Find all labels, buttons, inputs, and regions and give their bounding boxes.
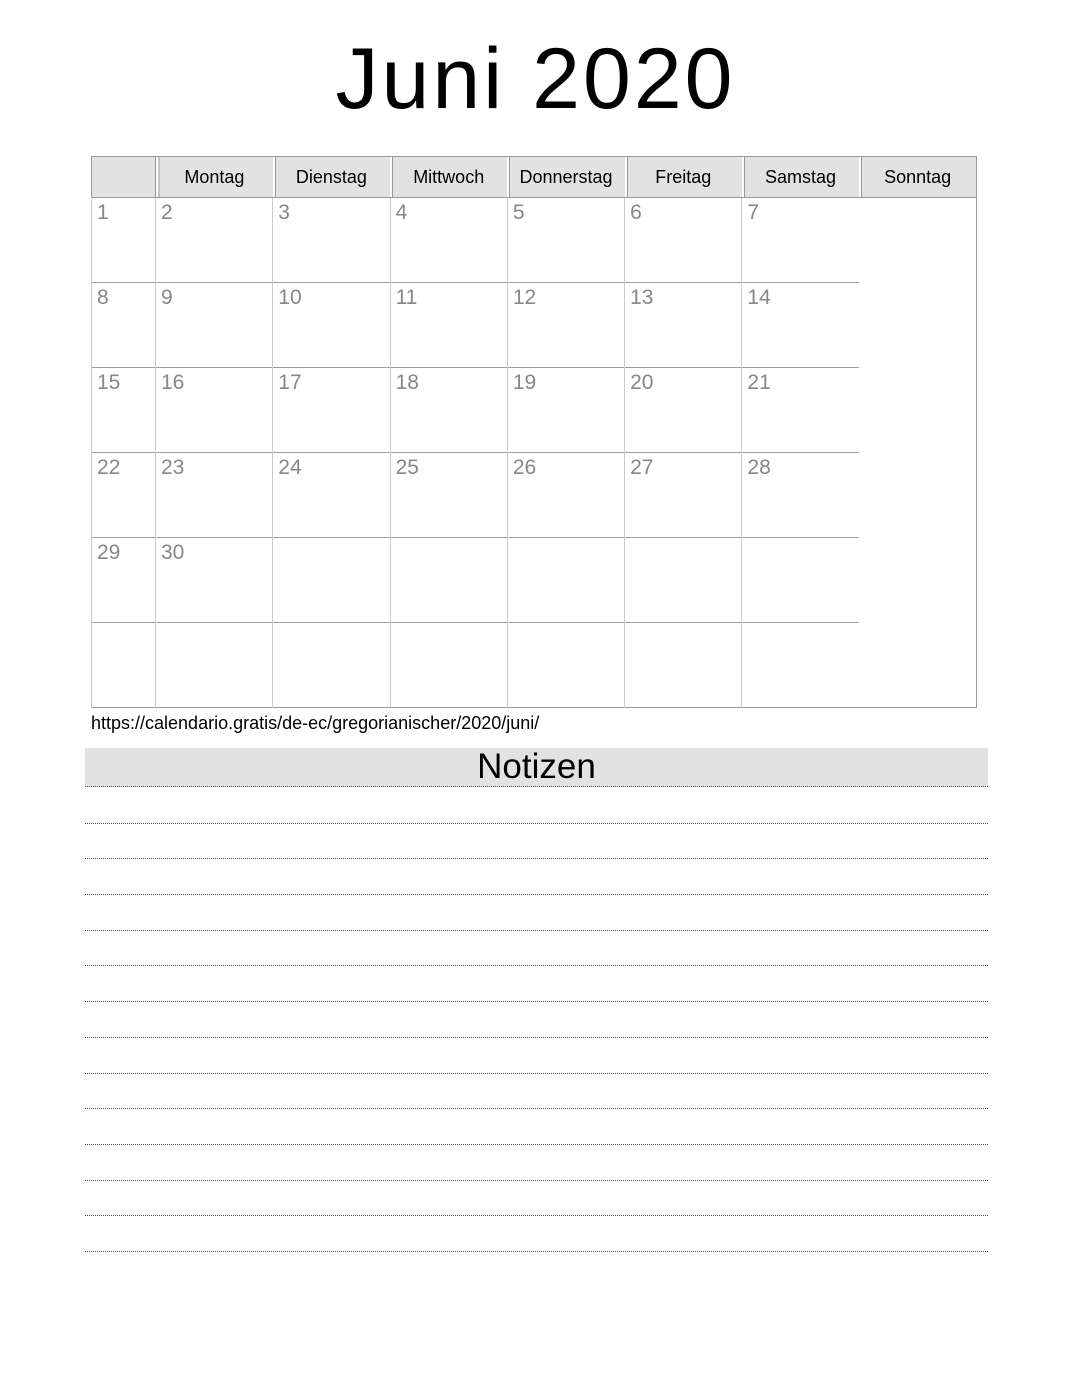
- day-number: [625, 538, 741, 541]
- day-number: 5: [512, 201, 525, 224]
- day-number: 2: [161, 201, 173, 224]
- note-line: [85, 1109, 988, 1145]
- day-number: [273, 538, 389, 541]
- calendar-day-cell: [390, 623, 507, 708]
- note-line: [85, 966, 988, 1002]
- calendar-day-cell: [742, 198, 859, 283]
- calendar-week-row: [92, 623, 977, 708]
- day-number: 20: [630, 371, 654, 394]
- day-number: 28: [747, 456, 771, 479]
- calendar-day-cell: [507, 368, 624, 453]
- day-number: 7: [747, 201, 760, 224]
- day-number: 17: [278, 371, 302, 394]
- calendar-day-cell: [742, 453, 859, 538]
- calendar-body: [92, 198, 977, 708]
- calendar-day-cell: [390, 283, 507, 368]
- source-url: https://calendario.gratis/de-ec/gregorianischer/2020/juni/: [91, 713, 540, 733]
- calendar-day-cell: [273, 198, 390, 283]
- note-line: [85, 1145, 988, 1181]
- day-number: 26: [512, 456, 537, 479]
- calendar-day-cell: [156, 198, 273, 283]
- day-number: [156, 623, 272, 626]
- calendar-day-cell: [273, 538, 390, 623]
- weekday-header-samstag: Samstag: [742, 157, 859, 198]
- calendar-day-cell: [742, 623, 859, 708]
- calendar-day-cell: [507, 538, 624, 623]
- calendar-day-cell: [742, 283, 859, 368]
- day-number: 3: [278, 201, 290, 224]
- calendar-day-cell: [273, 623, 390, 708]
- note-line: [85, 824, 988, 860]
- day-number: [92, 623, 155, 626]
- notes-lines: [85, 788, 988, 1252]
- calendar-day-cell: [390, 453, 507, 538]
- weekday-header-donnerstag: Donnerstag: [507, 157, 624, 198]
- calendar-week-row: [92, 368, 977, 453]
- calendar-day-cell: [156, 453, 273, 538]
- day-number: 19: [512, 371, 537, 394]
- weekday-header-montag: Montag: [156, 157, 273, 198]
- calendar-day-cell: [625, 198, 742, 283]
- day-number: 13: [630, 286, 654, 309]
- day-number: [391, 538, 507, 541]
- weekday-header-sonntag: Sonntag: [859, 157, 976, 198]
- day-number: 29: [97, 541, 121, 564]
- day-number: 14: [747, 286, 771, 309]
- day-number: 25: [395, 456, 419, 479]
- calendar-day-cell: [92, 453, 156, 538]
- day-number: [273, 623, 389, 626]
- calendar-day-cell: [273, 453, 390, 538]
- day-number: 18: [395, 371, 419, 394]
- calendar-day-cell: [92, 283, 156, 368]
- notes-title: Notizen: [477, 747, 596, 786]
- day-number: 10: [278, 286, 302, 309]
- calendar-day-cell: [92, 538, 156, 623]
- notes-header-bar: [85, 748, 988, 787]
- day-number: 23: [161, 456, 185, 479]
- note-line: [85, 1074, 988, 1110]
- note-line: [85, 859, 988, 895]
- day-number: 24: [278, 456, 302, 479]
- calendar-day-cell: [390, 538, 507, 623]
- calendar-week-row: [92, 198, 977, 283]
- calendar-day-cell: [625, 283, 742, 368]
- day-number: 21: [747, 371, 771, 394]
- day-number: [625, 623, 741, 626]
- calendar-day-cell: [156, 368, 273, 453]
- calendar-day-cell: [742, 368, 859, 453]
- day-number: [742, 623, 859, 626]
- calendar-day-cell: [156, 538, 273, 623]
- calendar-day-cell: [625, 368, 742, 453]
- day-number: 9: [161, 286, 173, 309]
- day-number: 22: [97, 456, 121, 479]
- day-number: 15: [97, 371, 121, 394]
- note-line: [85, 1038, 988, 1074]
- calendar-day-cell: [92, 623, 156, 708]
- weekday-header-freitag: Freitag: [625, 157, 742, 198]
- note-line: [85, 895, 988, 931]
- calendar-week-row: [92, 453, 977, 538]
- calendar-day-cell: [390, 368, 507, 453]
- note-line: [85, 931, 988, 967]
- day-number: 16: [161, 371, 185, 394]
- calendar-day-cell: [625, 538, 742, 623]
- calendar-day-cell: [507, 623, 624, 708]
- page-title: Juni 2020: [335, 31, 736, 127]
- calendar-day-cell: [625, 453, 742, 538]
- day-number: [508, 538, 624, 541]
- day-number: 6: [630, 201, 642, 224]
- day-number: 1: [97, 201, 109, 224]
- calendar-day-cell: [92, 198, 156, 283]
- day-number: 4: [395, 201, 408, 224]
- calendar-week-row: [92, 283, 977, 368]
- weekday-header-mittwoch: Mittwoch: [390, 157, 507, 198]
- day-number: [391, 623, 507, 626]
- weekday-header-dienstag: Dienstag: [273, 157, 390, 198]
- day-number: [742, 538, 859, 541]
- calendar-day-cell: [273, 368, 390, 453]
- day-number: 11: [395, 286, 418, 309]
- calendar-day-cell: [156, 623, 273, 708]
- calendar-day-cell: [390, 198, 507, 283]
- gutter-column: [92, 157, 156, 198]
- calendar-day-cell: [742, 538, 859, 623]
- day-number: 30: [161, 541, 185, 564]
- day-number: [508, 623, 624, 626]
- note-line: [85, 1002, 988, 1038]
- calendar-day-cell: [507, 453, 624, 538]
- day-number: 12: [512, 286, 537, 309]
- calendar-week-row: [92, 538, 977, 623]
- weekday-header-row: [92, 157, 977, 198]
- day-number: 8: [97, 286, 109, 309]
- note-line: [85, 1216, 988, 1252]
- calendar-table: [91, 156, 977, 708]
- note-line: [85, 788, 988, 824]
- calendar-day-cell: [92, 368, 156, 453]
- calendar-day-cell: [625, 623, 742, 708]
- day-number: 27: [630, 456, 654, 479]
- calendar-day-cell: [507, 283, 624, 368]
- calendar-day-cell: [273, 283, 390, 368]
- calendar-day-cell: [156, 283, 273, 368]
- note-line: [85, 1181, 988, 1217]
- calendar-day-cell: [507, 198, 624, 283]
